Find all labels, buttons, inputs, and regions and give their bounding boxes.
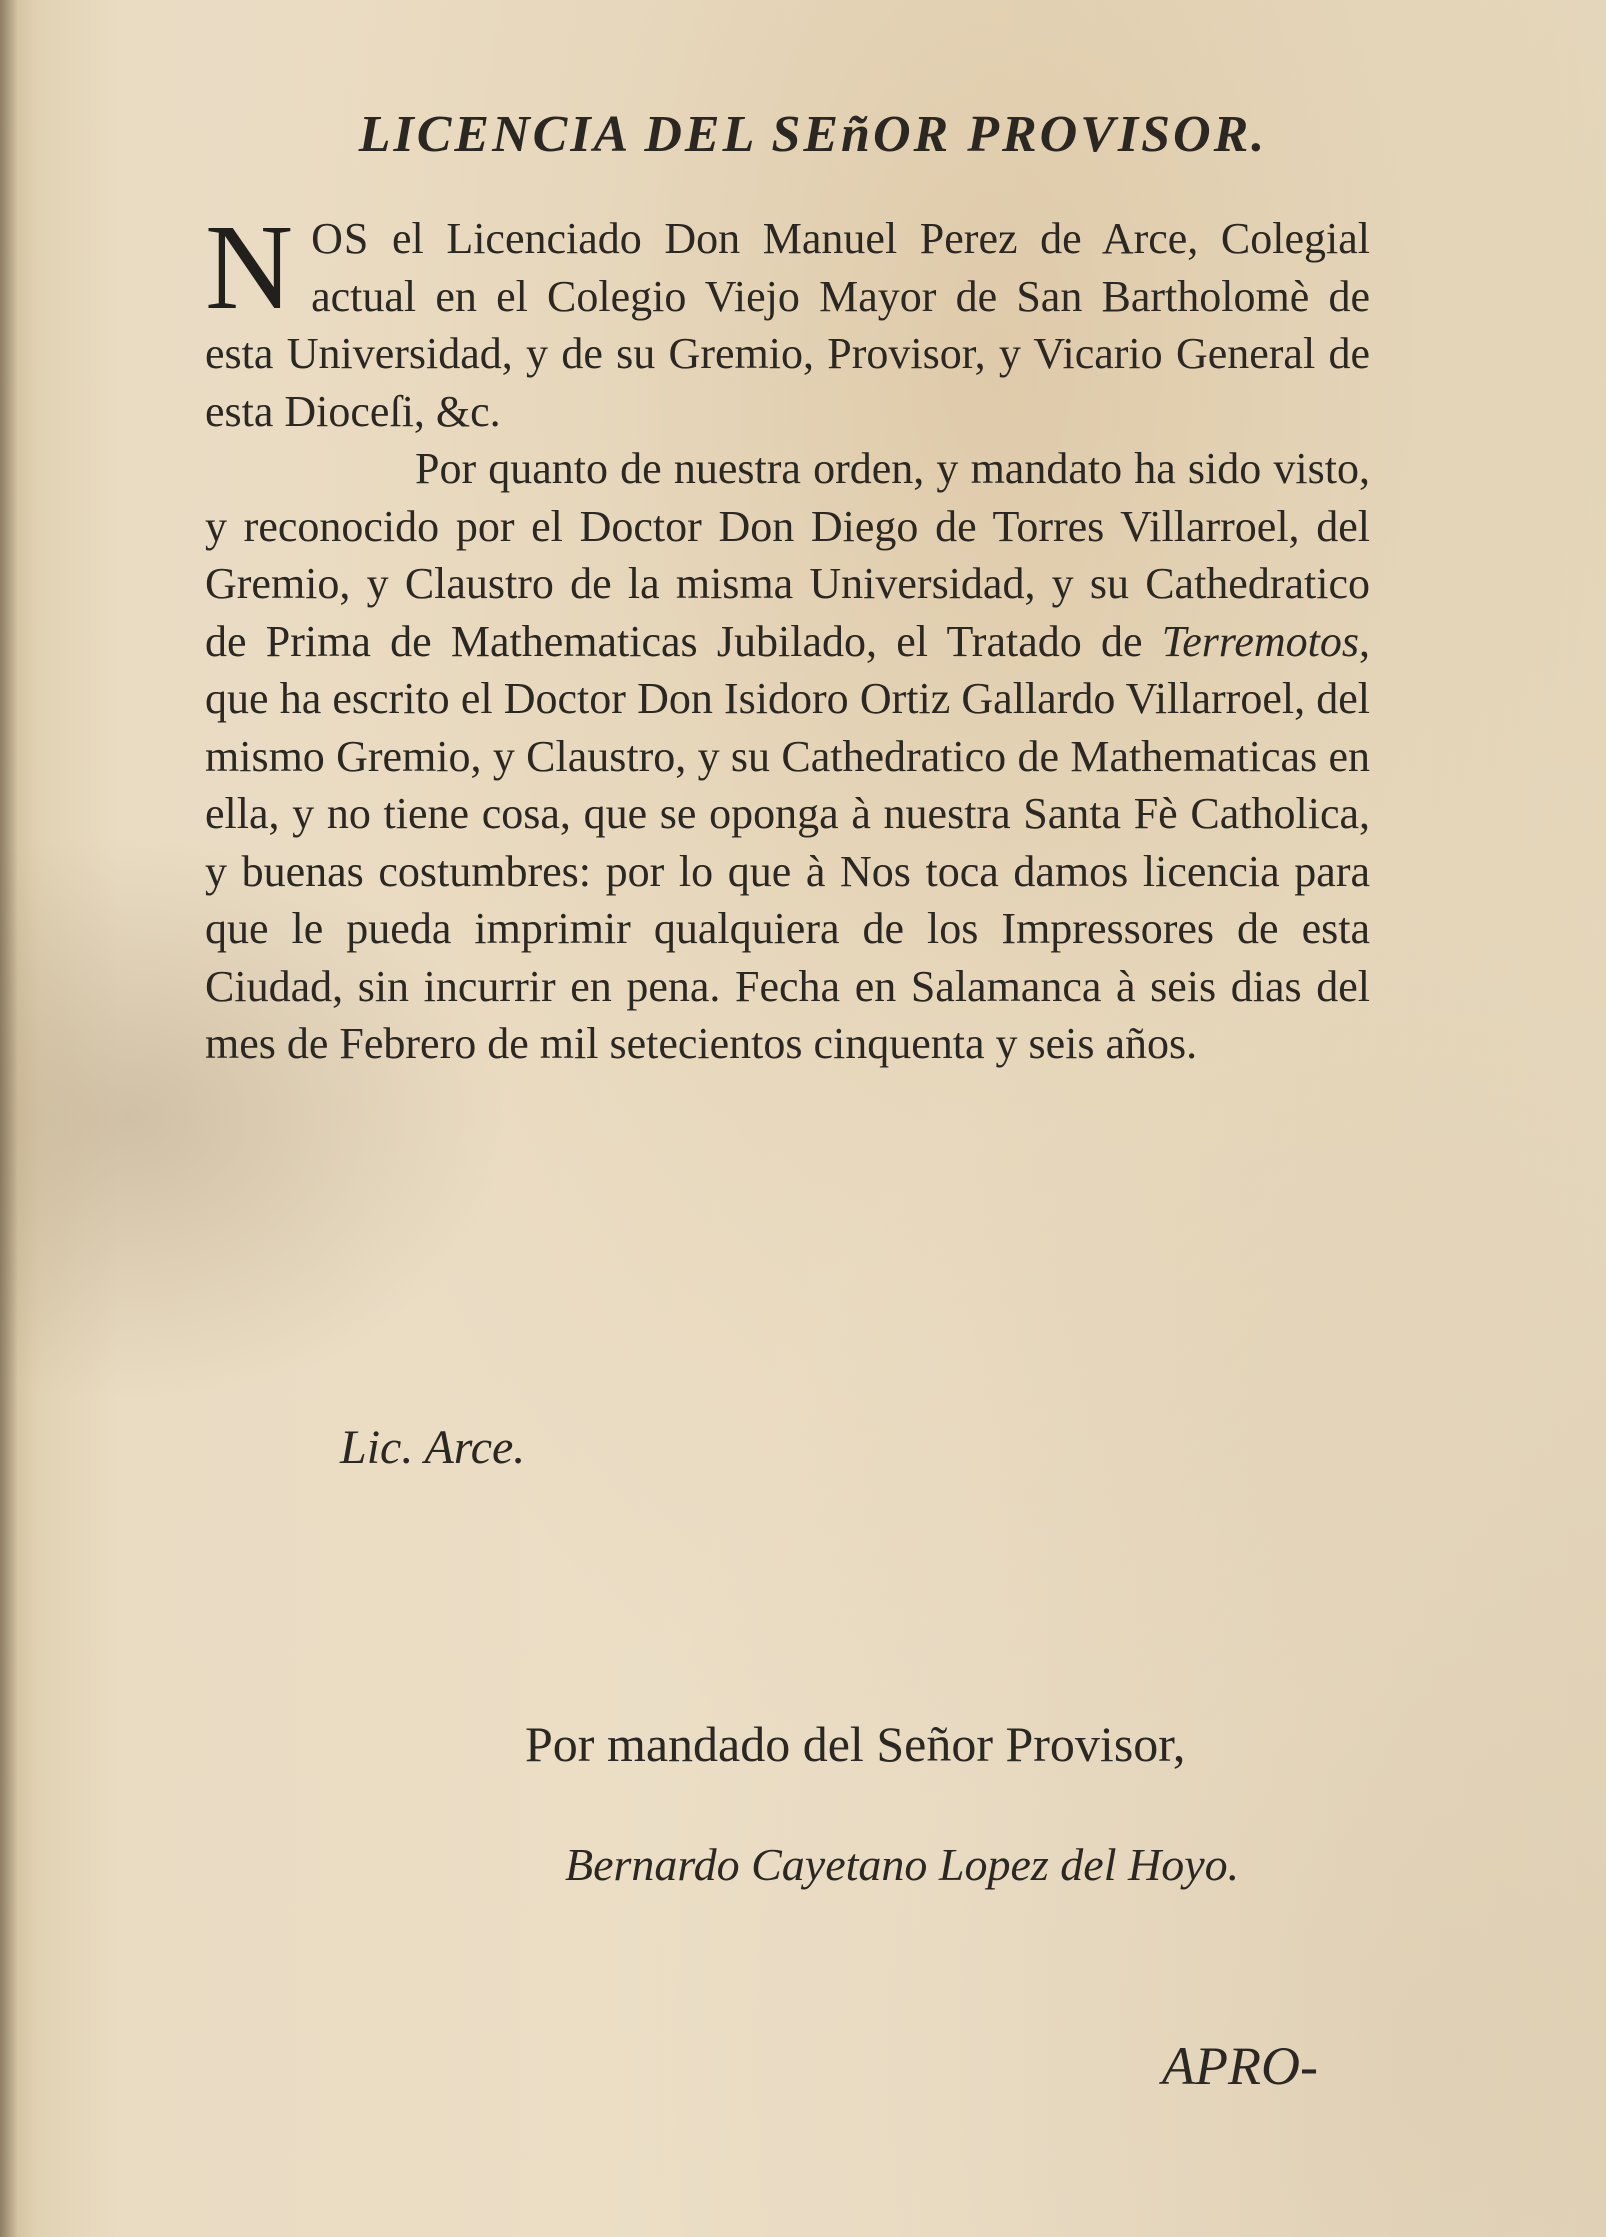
drop-cap: N — [205, 200, 294, 335]
by-order-line: Por mandado del Señor Provisor, — [525, 1716, 1186, 1772]
paragraph-license-part2: , que ha escrito el Doctor Don Isidoro Ortiz Gallardo Villarroel, del mismo Gremio, y Claustro, y su Cathedratico de Mathematicas en ella, y no tiene cosa, que se oponga à nuestra Santa Fè Catholica, y buenas costumbres: por lo que à Nos toca damos licencia para que le pueda imprimir qualquiera de los Impressores de esta Ciudad, sin incurrir en pena. Fecha en Salamanca à seis dias del mes de Febrero de mil setecientos cinquenta y seis años. — [205, 616, 1370, 1068]
signature-arce: Lic. Arce. — [340, 1421, 526, 1474]
opening-letters: OS — [311, 214, 370, 263]
treatise-title: Terremotos — [1161, 616, 1359, 666]
catchword: APRO- — [1162, 2036, 1318, 2096]
paragraph-opening — [205, 200, 1370, 440]
page-gutter-shadow — [0, 0, 18, 2237]
page-title: LICENCIA DEL SEñOR PROVISOR. — [358, 106, 1268, 163]
license-body — [205, 200, 1370, 1073]
paragraph-license-part1: Por quanto de nuestra orden, y mandato ha sido visto, y reconocido por el Doctor Don Diego de Torres Villarroel, del Gremio, y Claustro de la misma Universidad, y su Cathedratico de Prima de Mathematicas Jubilado, el Tratado de — [205, 444, 1370, 666]
paragraph-opening-text: el Licenciado Don Manuel Perez de Arce, Colegial actual en el Colegio Viejo Mayor de San Bartholomè de esta Universidad, y de su Gremio, Provisor, y Vicario General de esta Dioceſi, &c. — [205, 214, 1370, 436]
secretary-signature: Bernardo Cayetano Lopez del Hoyo. — [565, 1839, 1240, 1890]
paragraph-license — [205, 440, 1370, 1073]
